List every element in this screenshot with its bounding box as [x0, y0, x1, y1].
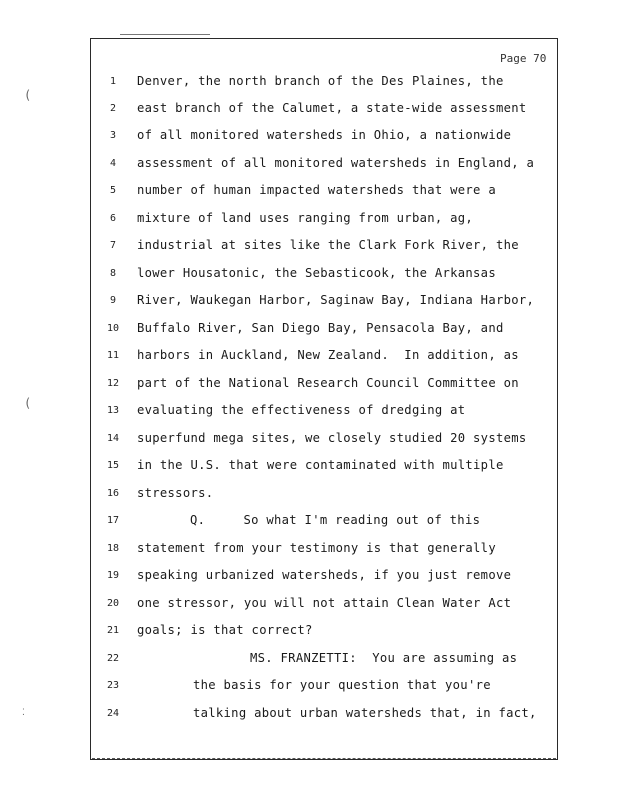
line-text: harbors in Auckland, New Zealand. In addition, as [137, 348, 519, 362]
line-text: the basis for your question that you're [193, 678, 491, 692]
line-text: in the U.S. that were contaminated with multiple [137, 458, 504, 472]
line-number: 16 [106, 488, 120, 499]
line-text: evaluating the effectiveness of dredging at [137, 403, 466, 417]
transcript-line [0, 321, 618, 341]
line-number: 24 [106, 708, 120, 719]
line-number: 19 [106, 570, 120, 581]
line-number: 15 [106, 460, 120, 471]
line-number: 18 [106, 543, 120, 554]
line-number: 6 [109, 213, 117, 224]
transcript-line [0, 678, 618, 698]
transcript-line [0, 376, 618, 396]
line-number: 4 [109, 158, 117, 169]
transcript-line [0, 238, 618, 258]
line-text: industrial at sites like the Clark Fork River, the [137, 238, 519, 252]
transcript-line [0, 293, 618, 313]
line-text: lower Housatonic, the Sebasticook, the Arkansas [137, 266, 496, 280]
line-text: statement from your testimony is that generally [137, 541, 496, 555]
margin-mark: ( [24, 396, 32, 410]
line-text: assessment of all monitored watersheds in England, a [137, 156, 535, 170]
line-text: part of the National Research Council Committee on [137, 376, 519, 390]
margin-mark: ⁚ [22, 708, 25, 718]
transcript-line [0, 156, 618, 176]
line-text: goals; is that correct? [137, 623, 313, 637]
transcript-line [0, 568, 618, 588]
transcript-line [0, 348, 618, 368]
line-number: 22 [106, 653, 120, 664]
line-number: 23 [106, 680, 120, 691]
line-number: 11 [106, 350, 120, 361]
line-text: superfund mega sites, we closely studied 20 systems [137, 431, 527, 445]
transcript-line [0, 596, 618, 616]
line-number: 1 [109, 76, 117, 87]
transcript-line [0, 183, 618, 203]
scan-artifact-bottom [92, 758, 556, 759]
page-number: Page 70 [500, 52, 547, 65]
line-text: east branch of the Calumet, a state-wide assessment [137, 101, 527, 115]
transcript-line [0, 266, 618, 286]
line-text: mixture of land uses ranging from urban, ag, [137, 211, 474, 225]
transcript-line [0, 706, 618, 726]
line-text: one stressor, you will not attain Clean Water Act [137, 596, 512, 610]
line-number: 7 [109, 240, 117, 251]
line-text: Buffalo River, San Diego Bay, Pensacola Bay, and [137, 321, 504, 335]
line-text: MS. FRANZETTI: You are assuming as [250, 651, 518, 665]
transcript-line [0, 431, 618, 451]
line-number: 17 [106, 515, 120, 526]
transcript-line [0, 128, 618, 148]
line-number: 20 [106, 598, 120, 609]
transcript-line [0, 486, 618, 506]
line-text: Denver, the north branch of the Des Plaines, the [137, 74, 504, 88]
line-number: 9 [109, 295, 117, 306]
line-text: River, Waukegan Harbor, Saginaw Bay, Indiana Harbor, [137, 293, 535, 307]
line-number: 12 [106, 378, 120, 389]
line-number: 13 [106, 405, 120, 416]
line-text: talking about urban watersheds that, in fact, [193, 706, 537, 720]
transcript-line [0, 623, 618, 643]
transcript-line [0, 651, 618, 671]
line-text: Q. So what I'm reading out of this [190, 513, 481, 527]
transcript-line [0, 211, 618, 231]
transcript-line [0, 403, 618, 423]
line-number: 21 [106, 625, 120, 636]
line-number: 8 [109, 268, 117, 279]
transcript-line [0, 74, 618, 94]
transcript-line [0, 101, 618, 121]
line-text: stressors. [137, 486, 214, 500]
line-text: speaking urbanized watersheds, if you just remove [137, 568, 512, 582]
line-text: of all monitored watersheds in Ohio, a nationwide [137, 128, 512, 142]
scan-artifact-top [120, 34, 210, 35]
line-number: 5 [109, 185, 117, 196]
transcript-line [0, 513, 618, 533]
transcript-line [0, 541, 618, 561]
line-number: 3 [109, 130, 117, 141]
line-number: 2 [109, 103, 117, 114]
transcript-line [0, 458, 618, 478]
margin-mark: ( [24, 88, 32, 102]
line-number: 10 [106, 323, 120, 334]
line-number: 14 [106, 433, 120, 444]
line-text: number of human impacted watersheds that were a [137, 183, 496, 197]
